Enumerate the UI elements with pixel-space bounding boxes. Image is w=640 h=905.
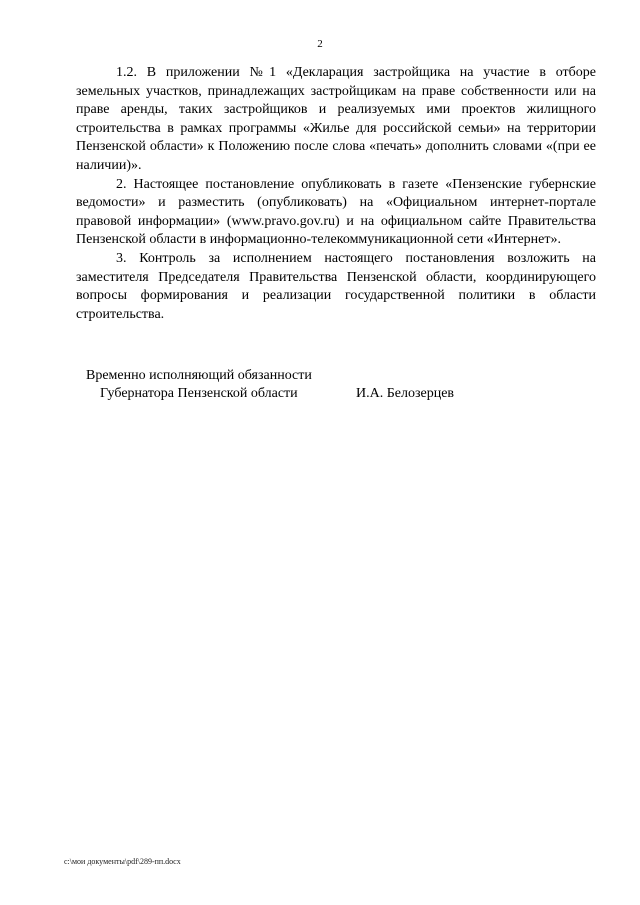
paragraph-3: 3. Контроль за исполнением настоящего постановления возложить на заместителя Председателя Правительства Пензенской области, координирующего вопросы формирования и реализации государственной политики в области строительства. <box>76 250 596 322</box>
paragraph-1-2: 1.2. В приложении №1 «Декларация застройщика на участие в отборе земельных участков, принадлежащих застройщикам на праве собственности или на праве аренды, таких застройщиков и реализуемых ими проектов жилищного строительства в рамках программы «Жилье для российской семьи» на территории Пензенской области» к Положению после слова «печать» дополнить словами «(при ее наличии)». <box>76 65 596 173</box>
paragraph-2: 2. Настоящее постановление опубликовать в газете «Пензенские губернские ведомости» и разместить (опубликовать) на «Официальном интернет-портале правовой информации» (www.pravo.gov.ru) и на официальном сайте Правительства Пензенской области в информационно-телекоммуникационной сети «Интернет». <box>76 176 596 248</box>
signatory-title-line-1: Временно исполняющий обязанности <box>86 368 312 383</box>
signatory-title-line-2: Губернатора Пензенской области <box>100 386 298 401</box>
document-body <box>76 64 596 324</box>
footer-file-path: c:\мои документы\pdf\289-пп.docx <box>64 857 181 866</box>
signature-block <box>86 367 454 403</box>
page-number: 2 <box>317 38 323 50</box>
signatory-name: И.А. Белозерцев <box>356 386 455 401</box>
signatory-title-row <box>86 385 454 403</box>
